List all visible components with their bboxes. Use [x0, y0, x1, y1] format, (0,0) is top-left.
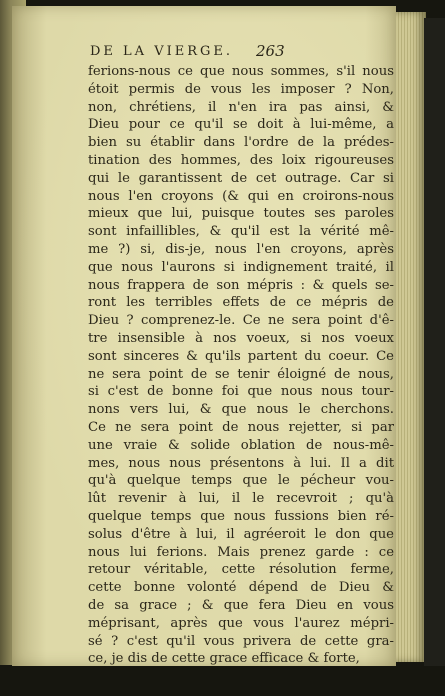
text-line: me ?) si, dis-je, nous l'en croyons, après	[88, 241, 394, 257]
text-line: si c'est de bonne foi que nous nous tour-	[88, 384, 394, 400]
body-text	[88, 63, 394, 668]
text-line: de sa grace ; & que fera Dieu en vous	[88, 597, 394, 613]
text-line: Dieu ? comprenez-le. Ce ne sera point d'ê-	[88, 313, 394, 329]
text-line: une vraie & solide oblation de nous-mê-	[88, 437, 394, 453]
right-page-edges	[396, 12, 426, 662]
text-line: tre insensible à nos voeux, si nos voeux	[88, 330, 394, 346]
text-line: nous l'en croyons (& qui en croirons-nous	[88, 188, 394, 204]
text-line: qu'à quelque temps que le pécheur vou-	[88, 473, 394, 489]
text-line: Ce ne sera point de nous rejetter, si par	[88, 419, 394, 435]
text-line: que nous l'aurons si indignement traité, il	[88, 259, 394, 275]
text-line: étoit permis de vous les imposer ? Non,	[88, 81, 394, 97]
text-line: ferions-nous ce que nous sommes, s'il nous	[88, 64, 394, 79]
text-line: mieux que lui, puisque toutes ses paroles	[88, 206, 394, 222]
text-line: lût revenir à lui, il le recevroit ; qu'à	[88, 491, 394, 507]
text-line: sont infaillibles, & qu'il est la vérité mê-	[88, 224, 394, 240]
text-line: retour véritable, cette résolution ferme,	[88, 562, 394, 578]
text-line: bien su établir dans l'ordre de la prédes-	[88, 135, 394, 151]
text-line: solus d'être à lui, il agréeroit le don que	[88, 526, 394, 542]
text-line: cette bonne volonté dépend de Dieu &	[88, 580, 394, 596]
page-number: 263	[256, 42, 285, 60]
text-line: mes, nous nous présentons à lui. Il a dit	[88, 455, 394, 471]
text-line: nous lui ferions. Mais prenez garde : ce	[88, 544, 394, 560]
text-line: nons vers lui, & que nous le cherchons.	[88, 402, 394, 418]
running-head: DE LA VIERGE.	[90, 44, 234, 59]
book-binding	[424, 18, 445, 666]
text-line: non, chrétiens, il n'en ira pas ainsi, &	[88, 99, 394, 115]
text-line: ne sera point de se tenir éloigné de nous,	[88, 366, 394, 382]
text-line: Dieu pour ce qu'il se doit à lui-même, a	[88, 117, 394, 133]
text-line: méprisant, après que vous l'aurez mépri-	[88, 615, 394, 631]
text-line: ront les terribles effets de ce mépris de	[88, 295, 394, 311]
text-line: sont sinceres & qu'ils partent du coeur. Ce	[88, 348, 394, 364]
text-line: qui le garantissent de cet outrage. Car si	[88, 170, 394, 186]
text-line: ce, je dis de cette grace efficace & forte,	[88, 651, 360, 667]
text-line: quelque temps que nous fussions bien ré-	[88, 508, 394, 524]
text-line: nous frappera de son mépris : & quels se-	[88, 277, 394, 293]
text-line: sé ? c'est qu'il vous privera de cette gra-	[88, 633, 394, 649]
text-line: tination des hommes, des loix rigoureuses	[88, 152, 394, 168]
